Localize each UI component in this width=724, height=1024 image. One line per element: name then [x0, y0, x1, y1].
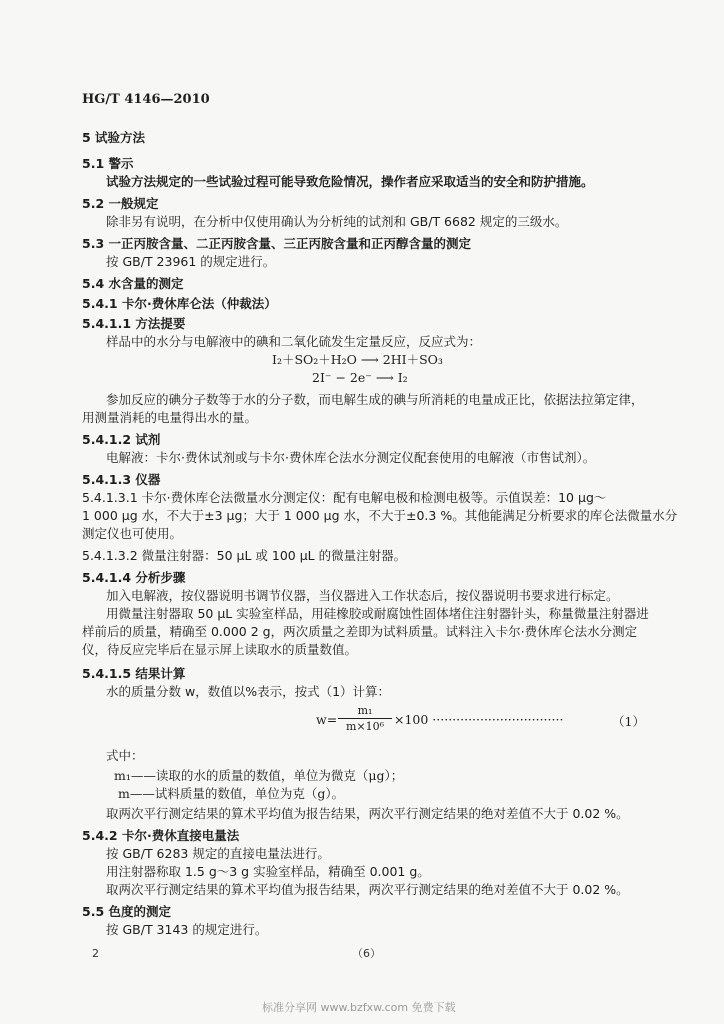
section-5-5-heading: 5.5 色度的测定: [82, 904, 171, 919]
section-5-4-heading: 5.4 水含量的测定: [82, 276, 184, 291]
section-5-4-1-1-explanation-line1: 参加反应的碘分子数等于水的分子数，而电解生成的碘与所消耗的电量成正比，依据法拉第定律，: [106, 392, 644, 407]
formula-rhs: ×100 ·································: [394, 712, 564, 727]
section-5-5-text: 按 GB/T 3143 的规定进行。: [106, 922, 268, 937]
standard-code: HG/T 4146—2010: [82, 92, 210, 107]
section-5-4-1-4-paragraph2-line3: 仪，待反应完毕后在显示屏上读取水的质量数值。: [82, 642, 358, 657]
page-number: 2: [92, 947, 99, 960]
section-5-4-1-3-2: 5.4.1.3.2 微量注射器：50 μL 或 100 μL 的微量注射器。: [82, 548, 407, 563]
section-5-4-1-1-heading: 5.4.1.1 方法提要: [82, 316, 186, 331]
section-5-4-1-2-text: 电解液：卡尔·费休试剂或与卡尔·费休库仑法水分测定仪配套使用的电解液（市售试剂）。: [106, 450, 596, 465]
section-5-4-1-4-paragraph1: 加入电解液，按仪器说明书调节仪器，当仪器进入工作状态后，按仪器说明书要求进行标定。: [106, 588, 619, 603]
formula-denominator: m×10⁶: [345, 720, 385, 733]
section-5-4-1-1-explanation-line2: 用测量消耗的电量得出水的量。: [82, 410, 258, 425]
section-5-4-1-5-text: 水的质量分数 w，数值以%表示，按式（1）计算：: [106, 684, 391, 699]
watermark-text: 标准分享网 www.bzfxw.com 免费下载: [262, 1001, 456, 1014]
section-5-4-1-1-text: 样品中的水分与电解液中的碘和二氧化硫发生定量反应，反应式为：: [106, 334, 482, 349]
section-5-4-1-5-heading: 5.4.1.5 结果计算: [82, 666, 186, 681]
section-5-3-heading: 5.3 一正丙胺含量、二正丙胺含量、三正丙胺含量和正丙醇含量的测定: [82, 236, 471, 251]
reaction-equation-2: 2I⁻ − 2e⁻ ⟶ I₂: [312, 370, 408, 385]
section-5-4-1-5-result-text: 取两次平行测定结果的算术平均值为报告结果，两次平行测定结果的绝对差值不大于 0.02 %。: [106, 806, 629, 821]
formula-fraction: [338, 704, 392, 733]
section-5-4-1-3-1-line1: 5.4.1.3.1 卡尔·费休库仑法微量水分测定仪：配有电解电极和检测电极等。示值误差：10 μg～: [82, 490, 607, 505]
reaction-equation-1: I₂＋SO₂＋H₂O ⟶ 2HI＋SO₃: [272, 352, 443, 367]
section-5-1-heading: 5.1 警示: [82, 156, 134, 171]
definition-m: m——试料质量的数值，单位为克（g）。: [118, 786, 345, 801]
section-5-4-1-4-paragraph2-line2: 样前后的质量，精确至 0.000 2 g，两次质量之差即为试料质量。试料注入卡尔·费休库仑法水分测定: [82, 624, 638, 639]
section-5-4-1-2-heading: 5.4.1.2 试剂: [82, 432, 161, 447]
formula-lhs: w=: [316, 712, 338, 727]
definition-m1: m₁——读取的水的质量的数值，单位为微克（μg）；: [114, 768, 404, 783]
section-5-2-text: 除非另有说明，在分析中仅使用确认为分析纯的试剂和 GB/T 6682 规定的三级水。: [106, 214, 568, 229]
section-5-4-1-4-heading: 5.4.1.4 分析步骤: [82, 570, 186, 585]
where-label: 式中：: [106, 748, 144, 763]
section-5-3-text: 按 GB/T 23961 的规定进行。: [106, 254, 276, 269]
section-5-2-heading: 5.2 一般规定: [82, 196, 159, 211]
section-5-1-text: 试验方法规定的一些试验过程可能导致危险情况，操作者应采取适当的安全和防护措施。: [106, 174, 594, 189]
section-5-4-1-3-1-line3: 测定仪也可使用。: [82, 526, 183, 541]
section-5-4-1-4-paragraph2-line1: 用微量注射器取 50 μL 实验室样品，用硅橡胶或耐腐蚀性固体堵住注射器针头，称量微量注射器进: [106, 606, 649, 621]
formula-numerator: m₁: [338, 704, 392, 719]
section-5-4-1-3-1-line2: 1 000 μg 水，不大于±3 μg；大于 1 000 μg 水，不大于±0.3 %。其他能满足分析要求的库仑法微量水分: [82, 508, 678, 523]
section-5-4-2-line2: 用注射器称取 1.5 g～3 g 实验室样品，精确至 0.001 g。: [106, 864, 430, 879]
section-5-heading: 5 试验方法: [82, 130, 146, 145]
section-5-4-2-line1: 按 GB/T 6283 规定的直接电量法进行。: [106, 846, 330, 861]
sub-page-number: （6）: [352, 947, 381, 960]
section-5-4-2-heading: 5.4.2 卡尔·费休直接电量法: [82, 828, 240, 843]
formula-number: （1）: [612, 714, 645, 729]
section-5-4-1-heading: 5.4.1 卡尔·费休库仑法（仲裁法）: [82, 296, 277, 311]
section-5-4-1-3-heading: 5.4.1.3 仪器: [82, 472, 161, 487]
section-5-4-2-line3: 取两次平行测定结果的算术平均值为报告结果，两次平行测定结果的绝对差值不大于 0.02 %。: [106, 882, 629, 897]
